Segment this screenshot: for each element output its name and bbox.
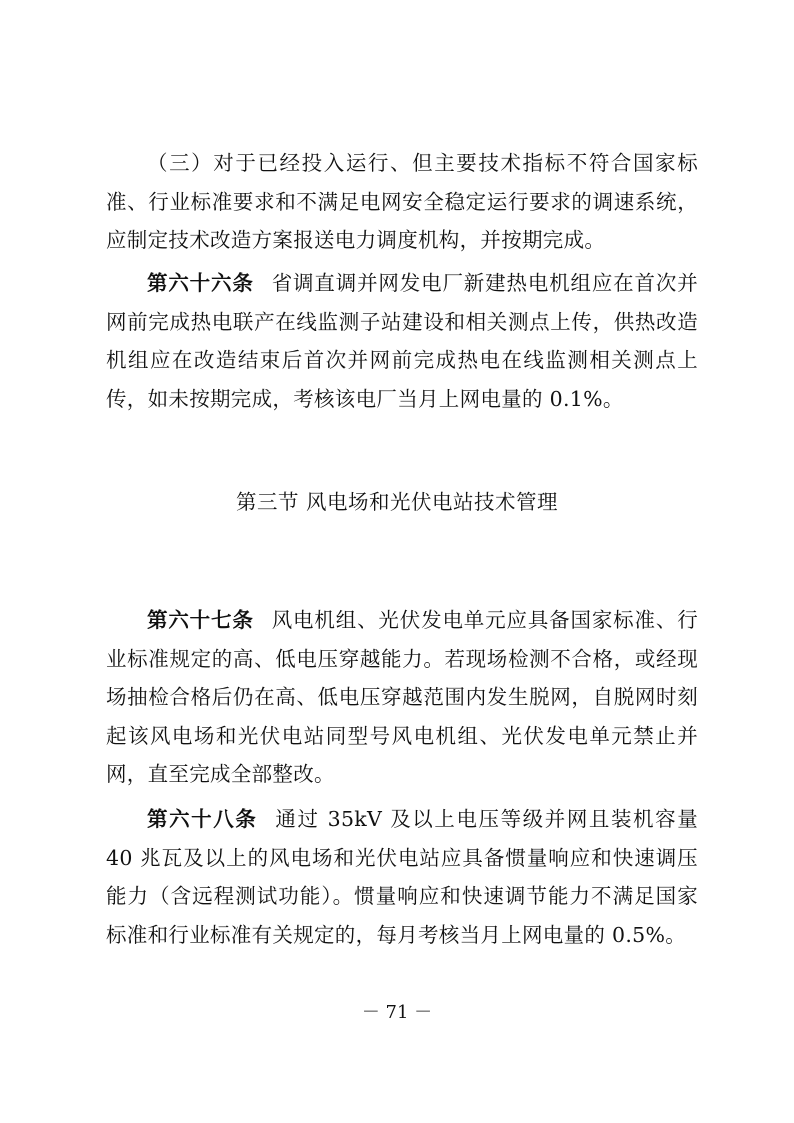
paragraph-text: 省调直调并网发电厂新建热电机组应在首次并网前完成热电联产在线监测子站建设和相关测点上传，供热改造机组应在改造结束后首次并网前完成热电在线监测相关测点上传，如未按期完成，考核该电厂当月上网电量的 0.1%。 bbox=[106, 271, 699, 411]
section-title: 第三节 风电场和光伏电站技术管理 bbox=[235, 490, 558, 514]
paragraph-text: （三）对于已经投入运行、但主要技术指标不符合国家标准、行业标准要求和不满足电网安全稳定运行要求的调速系统，应制定技术改造方案报送电力调度机构，并按期完成。 bbox=[106, 151, 698, 253]
article-number: 第六十八条 bbox=[147, 807, 258, 831]
article-66-paragraph bbox=[106, 264, 698, 418]
page-number: － 71 － bbox=[361, 1002, 433, 1023]
article-67-paragraph bbox=[106, 601, 698, 794]
article-68-paragraph bbox=[106, 800, 698, 954]
article-number: 第六十六条 bbox=[147, 271, 254, 295]
paragraph-adjustment-system bbox=[106, 144, 698, 260]
paragraph-text: 通过 35kV 及以上电压等级并网且装机容量 40 兆瓦及以上的风电场和光伏电站应具备惯量响应和快速调压能力（含远程测试功能）。惯量响应和快速调节能力不满足国家标准和行业标准有关规定的，每月考核当月上网电量的 0.5%。 bbox=[106, 807, 698, 947]
article-number: 第六十七条 bbox=[147, 608, 254, 632]
paragraph-text: 风电机组、光伏发电单元应具备国家标准、行业标准规定的高、低电压穿越能力。若现场检测不合格，或经现场抽检合格后仍在高、低电压穿越范围内发生脱网，自脱网时刻起该风电场和光伏电站同型号风电机组、光伏发电单元禁止并网，直至完成全部整改。 bbox=[106, 608, 699, 787]
